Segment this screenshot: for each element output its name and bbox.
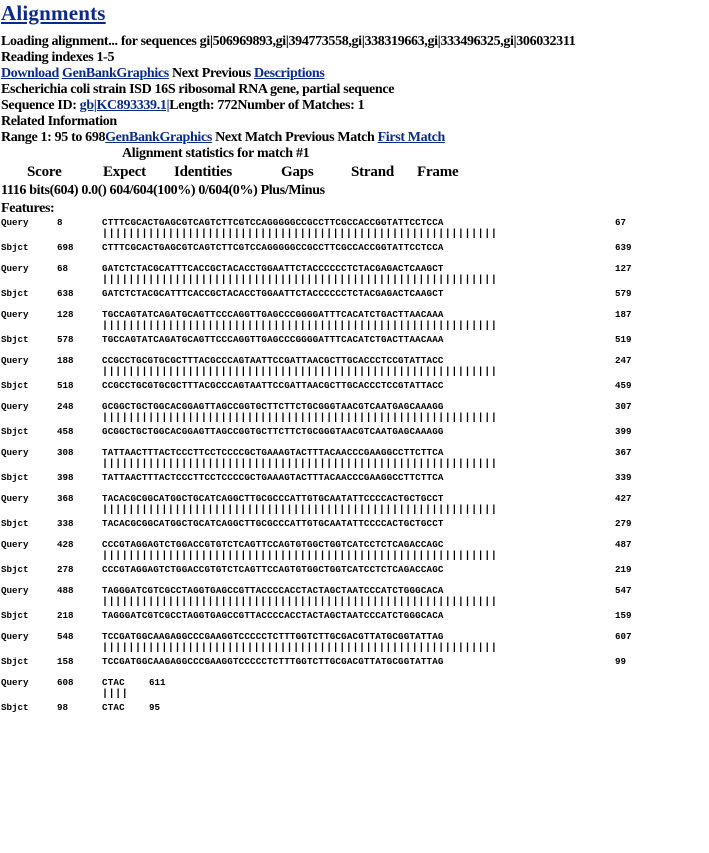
range-text: Range 1: 95 to 698: [1, 130, 106, 145]
sbjct-start: 158: [57, 656, 74, 667]
previous-match-link[interactable]: Previous Match: [285, 130, 375, 145]
sbjct-label: Sbjct: [1, 656, 29, 667]
query-end: 127: [615, 263, 632, 274]
sbjct-label: Sbjct: [1, 564, 29, 575]
sbjct-label: Sbjct: [1, 334, 29, 345]
stats-values: 1116 bits(604) 0.0() 604/604(100%) 0/604(0%) Plus/Minus: [1, 183, 325, 198]
query-label: Query: [1, 539, 29, 550]
length-text: Length: 772Number of Matches: 1: [169, 98, 365, 113]
match-line: ||||||||||||||||||||||||||||||||||||||||||||||||||||||||||||: [102, 505, 498, 516]
query-sequence: GCGGCTGCTGGCACGGAGTTAGCCGGTGCTTCTTCTGCGGGTAACGTCAATGAGCAAAGG: [102, 401, 444, 412]
alignment-block: [1, 353, 709, 399]
page-title[interactable]: Alignments: [1, 1, 106, 25]
sbjct-sequence: GCGGCTGCTGGCACGGAGTTAGCCGGTGCTTCTTCTGCGGGTAACGTCAATGAGCAAAGG: [102, 426, 444, 437]
sbjct-label: Sbjct: [1, 472, 29, 483]
query-sequence: TAGGGATCGTCGCCTAGGTGAGCCGTTACCCCACCTACTAGCTAATCCCATCTGGGCACA: [102, 585, 444, 596]
reading-status: Reading indexes 1-5: [1, 50, 115, 65]
query-sequence: CCCGTAGGAGTCTGGACCGTGTCTCAGTTCCAGTGTGGCTGGTCATCCTCTCAGACCAGC: [102, 539, 444, 550]
sbjct-label: Sbjct: [1, 288, 29, 299]
query-end: 611: [149, 677, 166, 688]
alignment-block: [1, 675, 709, 721]
query-sequence: TCCGATGGCAAGAGGCCCGAAGGTCCCCCTCTTTGGTCTTGCGACGTTATGCGGTATTAG: [102, 631, 444, 642]
sbjct-sequence: TACACGCGGCATGGCTGCATCAGGCTTGCGCCCATTGTGCAATATTCCCCACTGCTGCCT: [102, 518, 444, 529]
query-start: 608: [57, 677, 74, 688]
sbjct-label: Sbjct: [1, 380, 29, 391]
alignment-block: [1, 399, 709, 445]
query-start: 128: [57, 309, 74, 320]
sequence-id-label: Sequence ID:: [1, 98, 80, 113]
query-sequence: TATTAACTTTACTCCCTTCCTCCCCGCTGAAAGTACTTTACAACCCGAAGGCCTTCTTCA: [102, 447, 444, 458]
sbjct-end: 279: [615, 518, 632, 529]
sbjct-start: 698: [57, 242, 74, 253]
query-end: 67: [615, 217, 627, 228]
sbjct-end: 159: [615, 610, 632, 621]
query-end: 607: [615, 631, 632, 642]
query-start: 488: [57, 585, 74, 596]
sbjct-label: Sbjct: [1, 702, 29, 713]
query-label: Query: [1, 263, 29, 274]
query-label: Query: [1, 309, 29, 320]
query-start: 308: [57, 447, 74, 458]
sbjct-sequence: TATTAACTTTACTCCCTTCCTCCCCGCTGAAAGTACTTTACAACCCGAAGGCCTTCTTCA: [102, 472, 444, 483]
query-sequence: GATCTCTACGCATTTCACCGCTACACCTGGAATTCTACCCCCCTCTACGAGACTCAAGCT: [102, 263, 444, 274]
stats-title: Alignment statistics for match #1: [122, 146, 310, 161]
next-link[interactable]: Next: [172, 66, 199, 81]
query-start: 548: [57, 631, 74, 642]
frame-header: Frame: [417, 164, 459, 180]
range-graphics-link[interactable]: Graphics: [159, 130, 212, 145]
sbjct-sequence: TGCCAGTATCAGATGCAGTTCCCAGGTTGAGCCCGGGGATTTCACATCTGACTTAACAAA: [102, 334, 444, 345]
first-match-link[interactable]: First Match: [377, 130, 445, 145]
sbjct-label: Sbjct: [1, 426, 29, 437]
match-line: ||||||||||||||||||||||||||||||||||||||||||||||||||||||||||||: [102, 459, 498, 470]
sbjct-start: 218: [57, 610, 74, 621]
sbjct-end: 459: [615, 380, 632, 391]
score-header: Score: [27, 164, 62, 180]
sbjct-start: 398: [57, 472, 74, 483]
sbjct-end: 519: [615, 334, 632, 345]
range-line: [1, 130, 709, 146]
query-label: Query: [1, 493, 29, 504]
stats-header-row: [1, 162, 709, 182]
sbjct-sequence: CTTTCGCACTGAGCGTCAGTCTTCGTCCAGGGGGCCGCCTTCGCCACCGGTATTCCTCCA: [102, 242, 444, 253]
match-line: ||||||||||||||||||||||||||||||||||||||||||||||||||||||||||||: [102, 321, 498, 332]
sbjct-start: 638: [57, 288, 74, 299]
sbjct-end: 639: [615, 242, 632, 253]
query-end: 307: [615, 401, 632, 412]
query-label: Query: [1, 401, 29, 412]
sbjct-start: 338: [57, 518, 74, 529]
sbjct-label: Sbjct: [1, 242, 29, 253]
sequence-id-line: [1, 98, 709, 114]
sbjct-end: 95: [149, 702, 161, 713]
sequence-id-link[interactable]: gb|KC893339.1|: [79, 98, 170, 113]
next-match-link[interactable]: Next Match: [215, 130, 282, 145]
sbjct-start: 98: [57, 702, 69, 713]
query-label: Query: [1, 355, 29, 366]
sbjct-sequence: TCCGATGGCAAGAGGCCCGAAGGTCCCCCTCTTTGGTCTTGCGACGTTATGCGGTATTAG: [102, 656, 444, 667]
sbjct-start: 518: [57, 380, 74, 391]
alignment-blocks: [1, 215, 709, 721]
match-line: ||||: [102, 689, 129, 700]
query-start: 68: [57, 263, 69, 274]
query-end: 487: [615, 539, 632, 550]
match-line: ||||||||||||||||||||||||||||||||||||||||||||||||||||||||||||: [102, 413, 498, 424]
sbjct-sequence: CCGCCTGCGTGCGCTTTACGCCCAGTAATTCCGATTAACGCTTGCACCCTCCGTATTACC: [102, 380, 444, 391]
graphics-link[interactable]: Graphics: [116, 66, 169, 81]
match-line: ||||||||||||||||||||||||||||||||||||||||||||||||||||||||||||: [102, 551, 498, 562]
alignment-block: [1, 307, 709, 353]
previous-link[interactable]: Previous: [201, 66, 251, 81]
features-label: Features:: [1, 201, 55, 216]
query-end: 367: [615, 447, 632, 458]
query-label: Query: [1, 677, 29, 688]
nav-bar: [1, 66, 709, 82]
query-start: 248: [57, 401, 74, 412]
sbjct-end: 339: [615, 472, 632, 483]
alignment-block: [1, 537, 709, 583]
match-line: ||||||||||||||||||||||||||||||||||||||||||||||||||||||||||||: [102, 275, 498, 286]
query-sequence: TACACGCGGCATGGCTGCATCAGGCTTGCGCCCATTGTGCAATATTCCCCACTGCTGCCT: [102, 493, 444, 504]
sbjct-end: 399: [615, 426, 632, 437]
sbjct-label: Sbjct: [1, 610, 29, 621]
query-end: 247: [615, 355, 632, 366]
sbjct-sequence: CTAC: [102, 702, 125, 713]
sbjct-sequence: CCCGTAGGAGTCTGGACCGTGTCTCAGTTCCAGTGTGGCTGGTCATCCTCTCAGACCAGC: [102, 564, 444, 575]
alignment-block: [1, 629, 709, 675]
descriptions-link[interactable]: Descriptions: [253, 66, 325, 81]
sbjct-start: 578: [57, 334, 74, 345]
query-label: Query: [1, 217, 29, 228]
strand-header: Strand: [351, 164, 394, 180]
query-end: 427: [615, 493, 632, 504]
sbjct-start: 458: [57, 426, 74, 437]
alignment-block: [1, 261, 709, 307]
gaps-header: Gaps: [281, 164, 314, 180]
genbank-link[interactable]: GenBank: [62, 66, 117, 81]
query-label: Query: [1, 631, 29, 642]
query-end: 187: [615, 309, 632, 320]
expect-header: Expect: [103, 164, 146, 180]
sbjct-sequence: GATCTCTACGCATTTCACCGCTACACCTGGAATTCTACCCCCCTCTACGAGACTCAAGCT: [102, 288, 444, 299]
alignment-block: [1, 583, 709, 629]
sbjct-end: 579: [615, 288, 632, 299]
range-genbank-link[interactable]: GenBank: [105, 130, 160, 145]
query-label: Query: [1, 585, 29, 596]
query-start: 428: [57, 539, 74, 550]
query-label: Query: [1, 447, 29, 458]
match-line: ||||||||||||||||||||||||||||||||||||||||||||||||||||||||||||: [102, 367, 498, 378]
query-start: 188: [57, 355, 74, 366]
query-start: 8: [57, 217, 63, 228]
sbjct-end: 219: [615, 564, 632, 575]
alignment-block: [1, 445, 709, 491]
hit-description: Escherichia coli strain ISD 16S ribosomal RNA gene, partial sequence: [1, 82, 395, 97]
query-sequence: TGCCAGTATCAGATGCAGTTCCCAGGTTGAGCCCGGGGATTTCACATCTGACTTAACAAA: [102, 309, 444, 320]
sbjct-label: Sbjct: [1, 518, 29, 529]
identities-header: Identities: [174, 164, 233, 180]
query-sequence: CTAC: [102, 677, 125, 688]
download-link[interactable]: Download: [1, 66, 59, 81]
query-sequence: CTTTCGCACTGAGCGTCAGTCTTCGTCCAGGGGGCCGCCTTCGCCACCGGTATTCCTCCA: [102, 217, 444, 228]
query-start: 368: [57, 493, 74, 504]
match-line: ||||||||||||||||||||||||||||||||||||||||||||||||||||||||||||: [102, 597, 498, 608]
alignment-block: [1, 215, 709, 261]
match-line: ||||||||||||||||||||||||||||||||||||||||||||||||||||||||||||: [102, 229, 498, 240]
sbjct-start: 278: [57, 564, 74, 575]
alignment-block: [1, 491, 709, 537]
sbjct-sequence: TAGGGATCGTCGCCTAGGTGAGCCGTTACCCCACCTACTAGCTAATCCCATCTGGGCACA: [102, 610, 444, 621]
related-information[interactable]: Related Information: [1, 114, 117, 129]
query-end: 547: [615, 585, 632, 596]
loading-status: Loading alignment... for sequences gi|506969893,gi|394773558,gi|338319663,gi|333496325,gi|306032311: [1, 34, 576, 49]
match-line: ||||||||||||||||||||||||||||||||||||||||||||||||||||||||||||: [102, 643, 498, 654]
sbjct-end: 99: [615, 656, 627, 667]
query-sequence: CCGCCTGCGTGCGCTTTACGCCCAGTAATTCCGATTAACGCTTGCACCCTCCGTATTACC: [102, 355, 444, 366]
